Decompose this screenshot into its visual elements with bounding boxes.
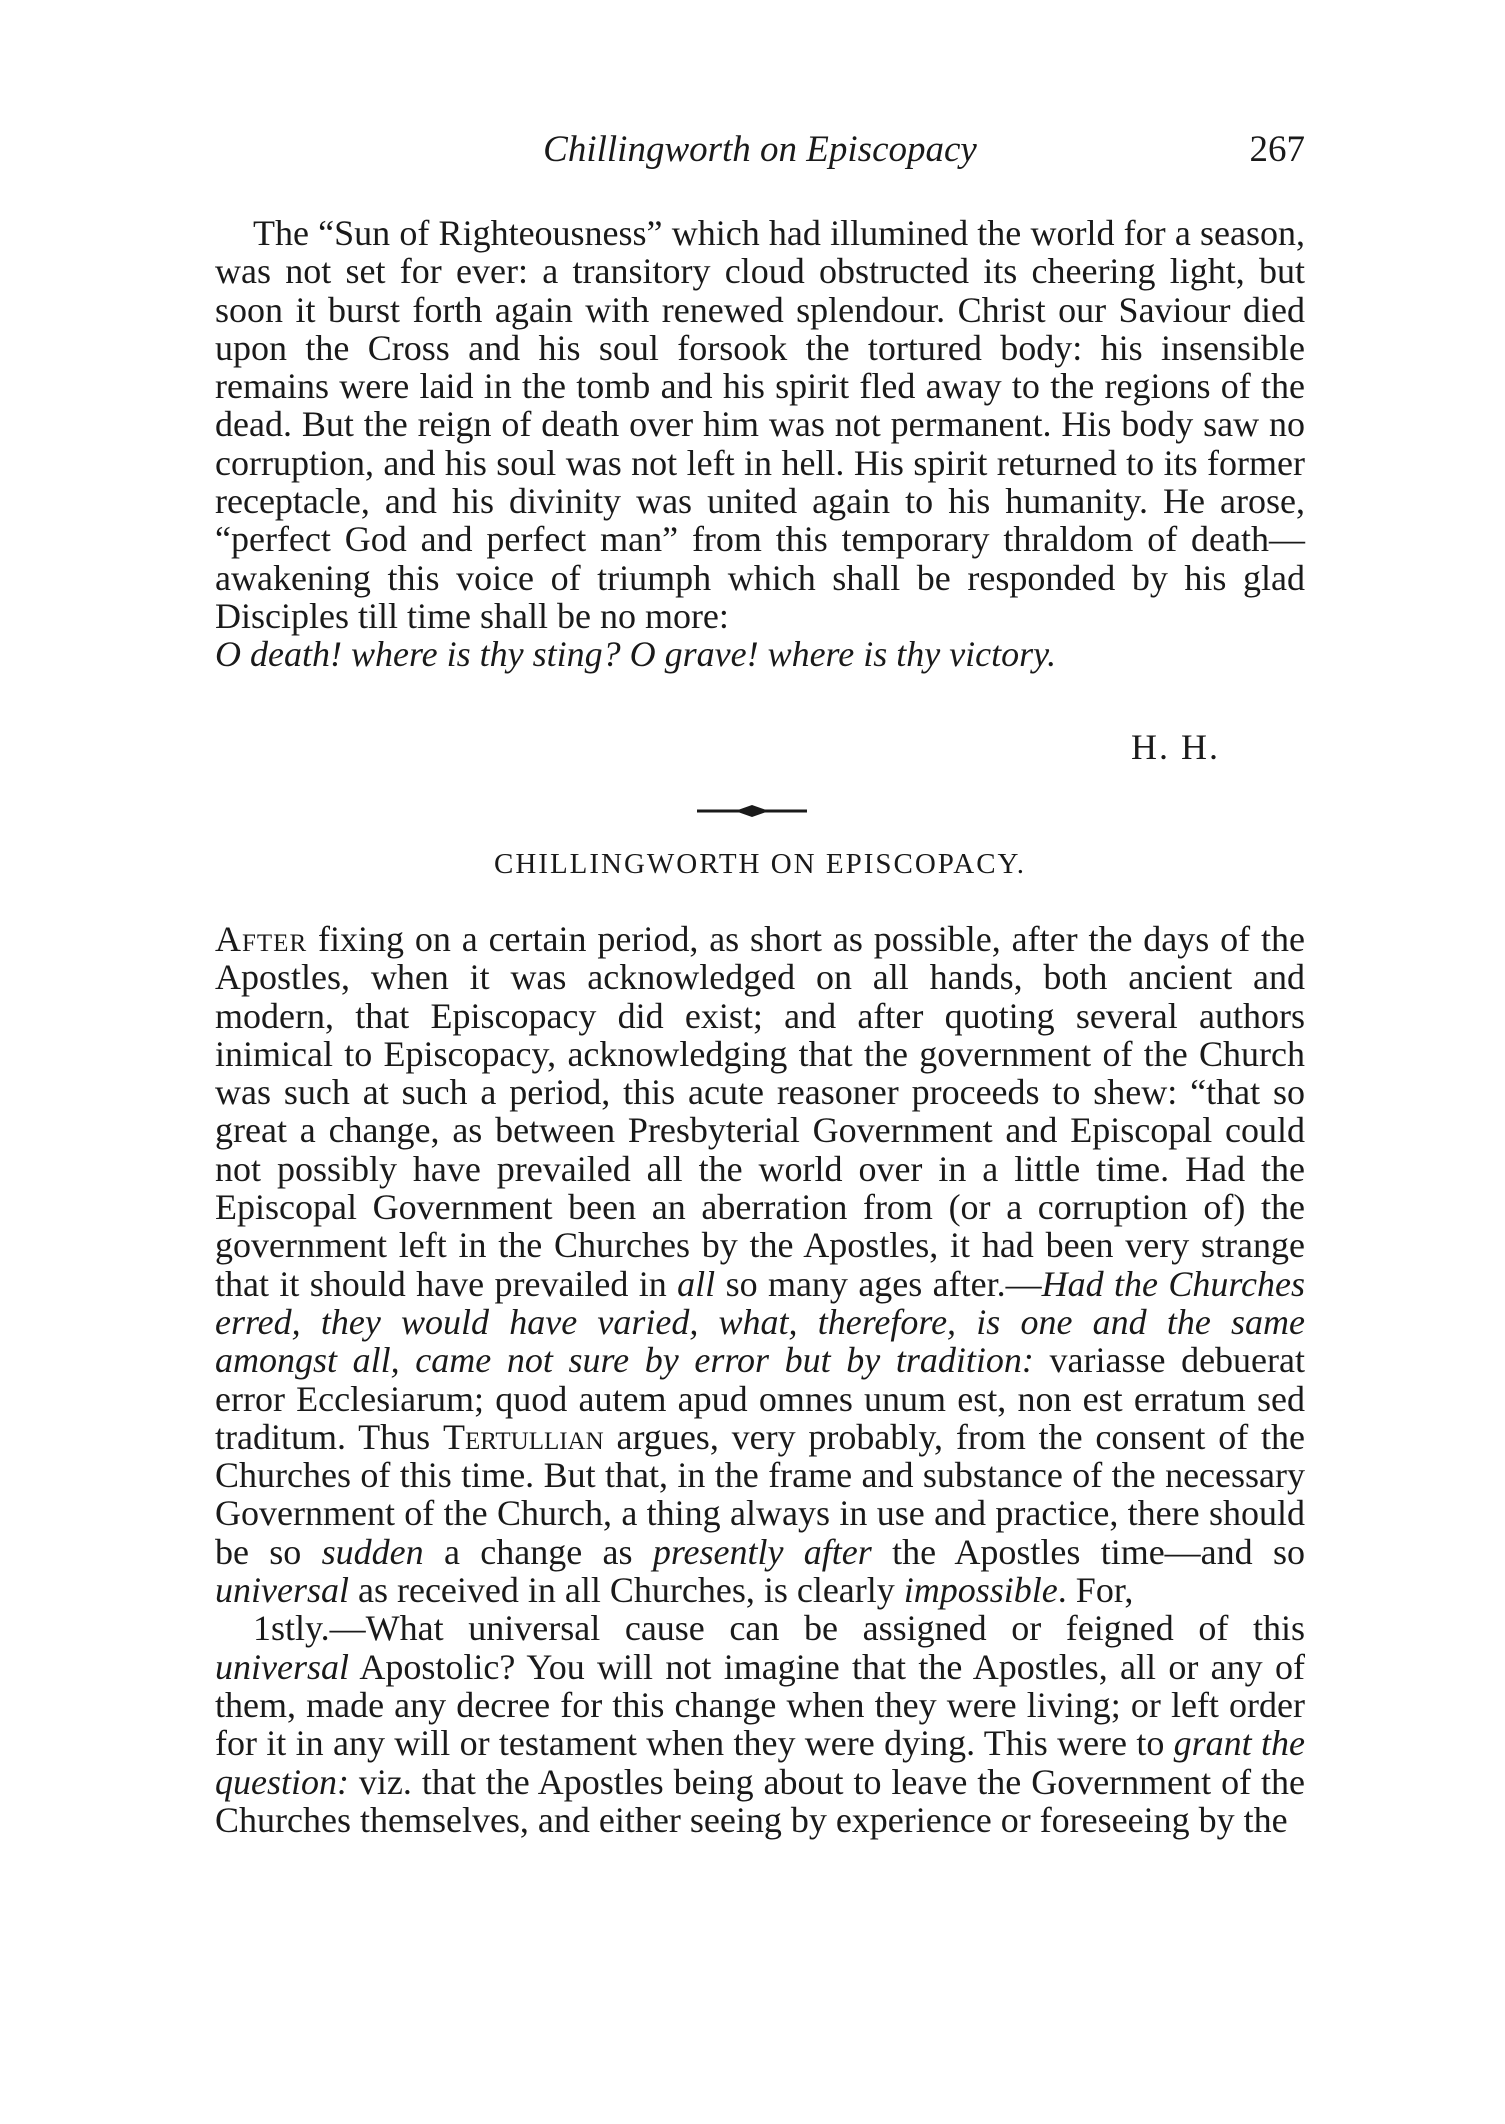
article-paragraph-1: After fixing on a certain period, as short as possible, after the days of the Apostles, when it was acknowledged on all hands, both ancient and modern, that Episcopacy did exist; and after quoting several authors inimical to Episcopacy, acknowledging that the government of the Church was such at such a period, this acute reasoner proceeds to shew: “that so great a change, as between Presbyterial Government and Episcopal could not possibly have prevailed all the world over in a little time. Had the Episcopal Government been an aberration from (or a corruption of) the government left in the Churches by the Apostles, it had been very strange that it should have prevailed in all so many ages after.—Had the Churches erred, they would have varied, what, therefore, is one and the same amongst all, came not sure by error but by tradition: variasse debuerat error Ecclesiarum; quod autem apud omnes unum est, non est erratum sed traditum. Thus Tertullian argues, very probably, from the consent of the Churches of this time. But that, in the frame and substance of the necessary Government of the Church, a thing always in use and practice, there should be so sudden a change as presently after the Apostles time—and so universal as received in all Churches, is clearly impossible. For, xyxy=(215,919,1305,1611)
running-head xyxy=(215,128,1305,178)
latin-quotation: variasse debuerat error Ecclesiarum; quod autem apud omnes unum est, non est erratum sed traditum. Thus xyxy=(215,1340,1305,1457)
prior-article-paragraph: The “Sun of Righteousness” which had illumined the world for a season, was not set for ever: a transitory cloud obstructed its cheering light, but soon it burst forth again with renewed splendour. Christ our Saviour died upon the Cross and his soul forsook the tortured body: his insensible remains were laid in the tomb and his spirit fled away to the regions of the dead. But the reign of death over him was not permanent. His body saw no corruption, and his soul was not left in hell. His spirit returned to its former receptacle, and his divinity was united again to his humanity. He arose, “perfect God and perfect man” from this temporary thraldom of death—awakening this voice of triumph which shall be responded by his glad Disciples till time shall be no more: xyxy=(215,213,1305,636)
running-title: Chillingworth on Episcopacy xyxy=(543,129,977,170)
page-number: 267 xyxy=(1249,129,1305,170)
closing-quote: O death! where is thy sting? O grave! where is thy victory. xyxy=(215,634,1057,675)
section-heading: CHILLINGWORTH ON EPISCOPACY. xyxy=(494,848,1026,880)
prior-article-text xyxy=(215,214,1305,674)
opening-word: After xyxy=(215,919,308,959)
author-signature: H. H. xyxy=(1131,727,1220,767)
section-divider-ornament xyxy=(697,802,807,820)
article-body xyxy=(215,920,1305,1839)
article-paragraph-2: 1stly.—What universal cause can be assigned or feigned of this universal Apostolic? You will not imagine that the Apostles, all or any of them, made any decree for this change when they were living; or left order for it in any will or testament when they were dying. This were to grant the question: viz. that the Apostles being about to leave the Government of the Churches themselves, and either seeing by experience or foreseeing by the xyxy=(215,1608,1305,1840)
italic-quotation: Had the Churches erred, they would have varied, what, therefore, is one and the same amongst all, came not sure by error but by tradition: xyxy=(215,1263,1305,1381)
